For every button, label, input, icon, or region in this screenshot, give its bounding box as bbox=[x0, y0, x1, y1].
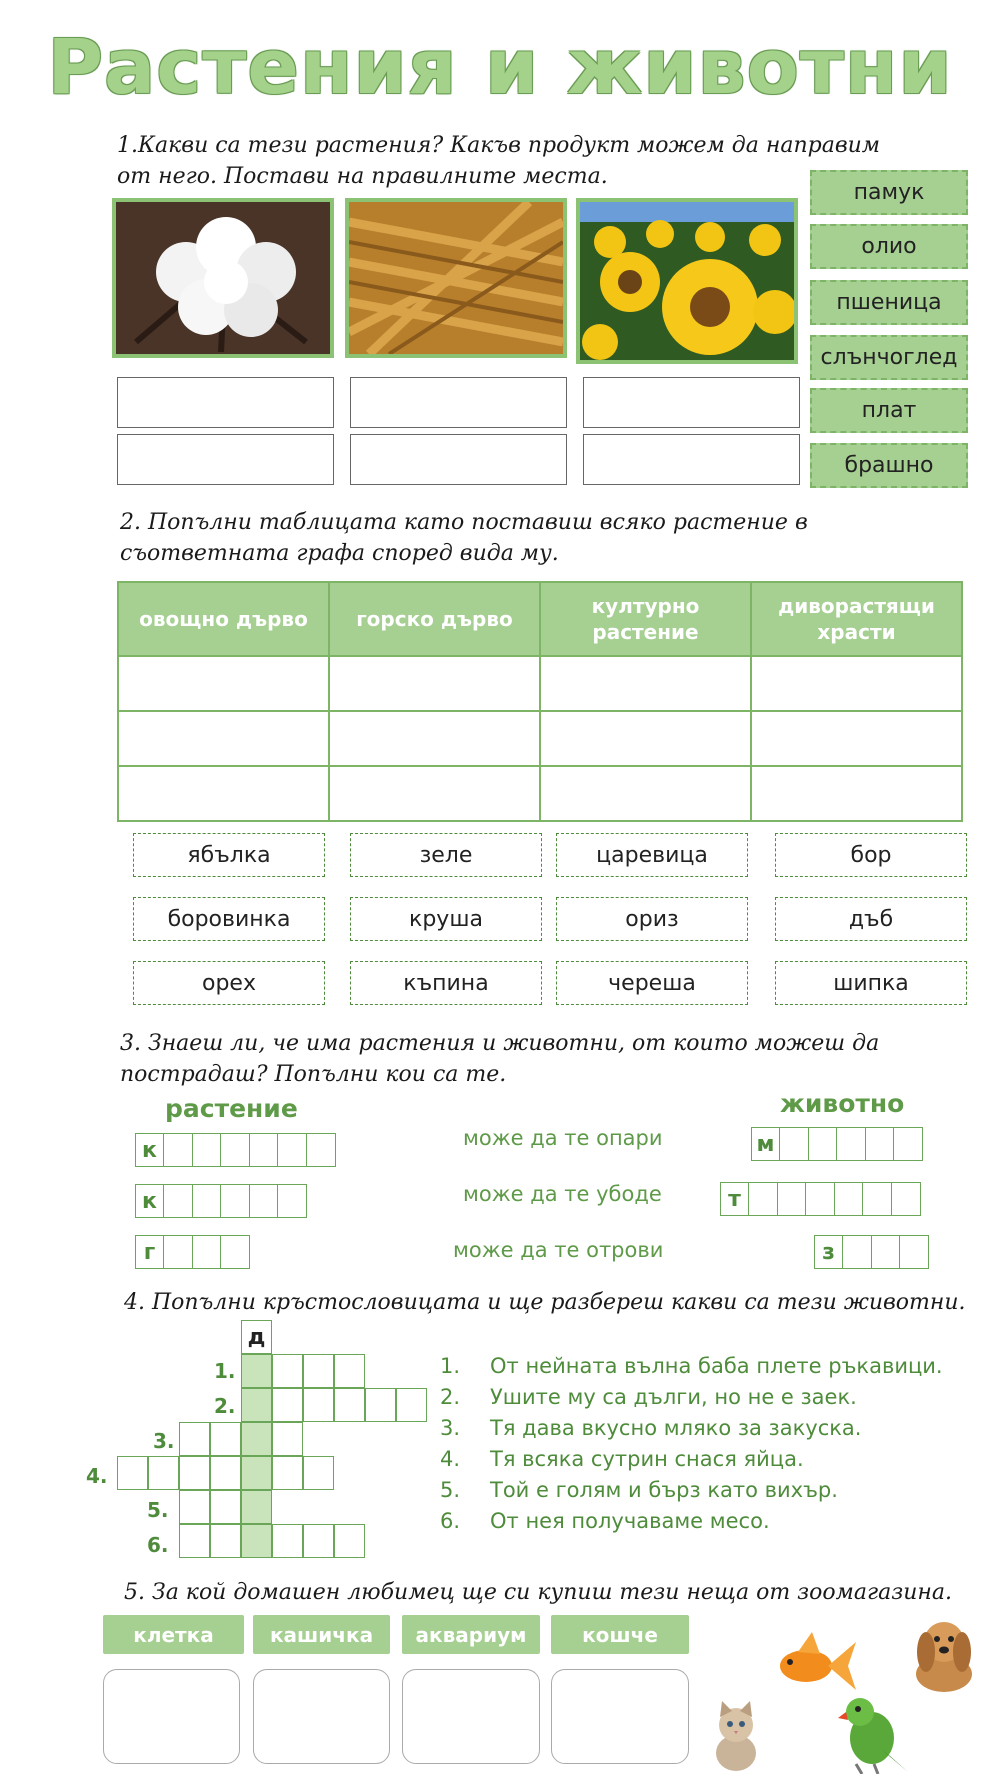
pet-item-card[interactable]: кошче bbox=[551, 1615, 689, 1654]
crossword-clue: Тя дава вкусно мляко за закуска. bbox=[490, 1416, 862, 1440]
crossword-clue: Ушите му са дълги, но не е заек. bbox=[490, 1385, 857, 1409]
crossword-cell[interactable] bbox=[334, 1388, 365, 1422]
letter-cell: к bbox=[135, 1184, 165, 1218]
answer-box[interactable] bbox=[103, 1669, 240, 1764]
letter-cell[interactable] bbox=[871, 1235, 901, 1269]
letter-cell[interactable] bbox=[220, 1184, 250, 1218]
letter-cell[interactable] bbox=[163, 1133, 193, 1167]
crossword-cell[interactable] bbox=[303, 1524, 334, 1558]
crossword-cell[interactable] bbox=[210, 1490, 241, 1524]
table-header: овощно дърво bbox=[118, 582, 329, 656]
crossword-cell[interactable] bbox=[241, 1456, 272, 1490]
plant-answer-2[interactable] bbox=[136, 1184, 307, 1218]
crossword-number: 3. bbox=[153, 1429, 175, 1453]
answer-box[interactable] bbox=[253, 1669, 390, 1764]
crossword-key-letter: д bbox=[241, 1320, 272, 1354]
answer-box-cotton-1[interactable] bbox=[117, 377, 334, 428]
animal-answer-1[interactable] bbox=[752, 1127, 923, 1161]
kitten-image[interactable] bbox=[708, 1697, 764, 1773]
table-cell[interactable] bbox=[329, 766, 540, 821]
crossword-cell[interactable] bbox=[272, 1422, 303, 1456]
word-card[interactable]: череша bbox=[556, 961, 748, 1005]
crossword-cell[interactable] bbox=[272, 1456, 303, 1490]
crossword-cell[interactable] bbox=[179, 1422, 210, 1456]
letter-cell: м bbox=[751, 1127, 781, 1161]
dog-image[interactable] bbox=[910, 1612, 978, 1696]
letter-cell[interactable] bbox=[192, 1133, 222, 1167]
letter-cell: з bbox=[814, 1235, 844, 1269]
word-card[interactable]: къпина bbox=[350, 961, 542, 1005]
crossword-cell[interactable] bbox=[179, 1456, 210, 1490]
crossword-cell[interactable] bbox=[272, 1524, 303, 1558]
crossword-cell[interactable] bbox=[179, 1490, 210, 1524]
word-card[interactable]: пшеница bbox=[810, 280, 968, 325]
letter-cell[interactable] bbox=[779, 1127, 809, 1161]
table-header: културно растение bbox=[540, 582, 751, 656]
word-card[interactable]: бор bbox=[775, 833, 967, 877]
letter-cell: т bbox=[720, 1182, 750, 1216]
q1-instructions: 1.Какви са тези растения? Какъв продукт можем да направим от него. Постави на правилните места. bbox=[117, 133, 881, 189]
answer-box-sunflower-1[interactable] bbox=[583, 377, 800, 428]
word-card[interactable]: плат bbox=[810, 388, 968, 433]
table-header: горско дърво bbox=[329, 582, 540, 656]
table-cell[interactable] bbox=[751, 656, 962, 711]
crossword-number: 1. bbox=[214, 1359, 236, 1383]
clue-text: може да те опари bbox=[463, 1126, 663, 1150]
letter-cell[interactable] bbox=[834, 1182, 864, 1216]
crossword-cell[interactable] bbox=[241, 1354, 272, 1388]
table-cell[interactable] bbox=[540, 766, 751, 821]
answer-box-sunflower-2[interactable] bbox=[583, 434, 800, 485]
crossword-cell[interactable] bbox=[210, 1422, 241, 1456]
word-card[interactable]: боровинка bbox=[133, 897, 325, 941]
letter-cell[interactable] bbox=[862, 1182, 892, 1216]
word-card[interactable]: зеле bbox=[350, 833, 542, 877]
table-cell[interactable] bbox=[329, 711, 540, 766]
table-cell[interactable] bbox=[540, 656, 751, 711]
word-card[interactable]: шипка bbox=[775, 961, 967, 1005]
answer-box-wheat-1[interactable] bbox=[350, 377, 567, 428]
letter-cell[interactable] bbox=[805, 1182, 835, 1216]
crossword-clue: От нейната вълна баба плете ръкавици. bbox=[490, 1354, 943, 1378]
letter-cell[interactable] bbox=[842, 1235, 872, 1269]
crossword-clue: Тя всяка сутрин снася яйца. bbox=[490, 1447, 804, 1471]
plant-answer-3[interactable] bbox=[136, 1235, 250, 1269]
table-cell[interactable] bbox=[118, 656, 329, 711]
crossword-cell[interactable] bbox=[334, 1354, 365, 1388]
letter-cell[interactable] bbox=[220, 1235, 250, 1269]
word-card[interactable]: слънчоглед bbox=[810, 335, 968, 380]
table-cell[interactable] bbox=[329, 656, 540, 711]
crossword-cell[interactable] bbox=[303, 1354, 334, 1388]
crossword-cell[interactable] bbox=[303, 1388, 334, 1422]
word-card[interactable]: брашно bbox=[810, 443, 968, 488]
table-header: диворастящи храсти bbox=[751, 582, 962, 656]
letter-cell[interactable] bbox=[192, 1235, 222, 1269]
clue-number: 4. bbox=[440, 1447, 461, 1471]
crossword-cell[interactable] bbox=[241, 1524, 272, 1558]
letter-cell[interactable] bbox=[893, 1127, 923, 1161]
plant-label: растение bbox=[165, 1094, 298, 1123]
parrot-image[interactable] bbox=[832, 1690, 910, 1774]
crossword-cell[interactable] bbox=[210, 1524, 241, 1558]
crossword-number: 4. bbox=[86, 1464, 108, 1488]
table-cell[interactable] bbox=[118, 766, 329, 821]
crossword-cell[interactable] bbox=[241, 1422, 272, 1456]
letter-cell[interactable] bbox=[163, 1184, 193, 1218]
animal-answer-3[interactable] bbox=[815, 1235, 929, 1269]
crossword-clue: Той е голям и бърз като вихър. bbox=[490, 1478, 838, 1502]
crossword-cell[interactable] bbox=[117, 1456, 148, 1490]
answer-box-cotton-2[interactable] bbox=[117, 434, 334, 485]
crossword-cell[interactable] bbox=[241, 1388, 272, 1422]
crossword-cell[interactable] bbox=[272, 1388, 303, 1422]
crossword-cell[interactable] bbox=[241, 1490, 272, 1524]
table-cell[interactable] bbox=[540, 711, 751, 766]
animal-label: животно bbox=[780, 1089, 905, 1118]
clue-text: може да те убоде bbox=[463, 1182, 662, 1206]
crossword-cell[interactable] bbox=[365, 1388, 396, 1422]
answer-box[interactable] bbox=[402, 1669, 540, 1764]
letter-cell[interactable] bbox=[808, 1127, 838, 1161]
letter-cell[interactable] bbox=[220, 1133, 250, 1167]
crossword-clue: От нея получаваме месо. bbox=[490, 1509, 770, 1533]
word-card[interactable]: царевица bbox=[556, 833, 748, 877]
table-cell[interactable] bbox=[751, 766, 962, 821]
crossword-cell[interactable] bbox=[334, 1524, 365, 1558]
word-card[interactable]: ябълка bbox=[133, 833, 325, 877]
letter-cell[interactable] bbox=[865, 1127, 895, 1161]
crossword-cell[interactable] bbox=[272, 1354, 303, 1388]
letter-cell[interactable] bbox=[249, 1184, 279, 1218]
letter-cell: к bbox=[135, 1133, 165, 1167]
word-card[interactable]: орех bbox=[133, 961, 325, 1005]
letter-cell[interactable] bbox=[163, 1235, 193, 1269]
clue-text: може да те отрови bbox=[453, 1238, 664, 1262]
page-title: Растения и животни bbox=[47, 22, 953, 111]
q5-instructions: 5. За кой домашен любимец ще си купиш тези неща от зоомагазина. bbox=[124, 1580, 953, 1605]
crossword-cell[interactable] bbox=[179, 1524, 210, 1558]
word-card[interactable]: дъб bbox=[775, 897, 967, 941]
crossword-number: 6. bbox=[147, 1533, 169, 1557]
letter-cell: г bbox=[135, 1235, 165, 1269]
clue-number: 6. bbox=[440, 1509, 461, 1533]
letter-cell[interactable] bbox=[777, 1182, 807, 1216]
letter-cell[interactable] bbox=[249, 1133, 279, 1167]
letter-cell[interactable] bbox=[748, 1182, 778, 1216]
crossword-number: 5. bbox=[147, 1498, 169, 1522]
crossword-cell[interactable] bbox=[303, 1456, 334, 1490]
q3-instructions: 3. Знаеш ли, че има растения и животни, от които можеш да пострадаш? Попълни кои са те. bbox=[120, 1031, 880, 1087]
goldfish-image[interactable] bbox=[768, 1628, 858, 1698]
animal-answer-2[interactable] bbox=[721, 1182, 921, 1216]
plant-answer-1[interactable] bbox=[136, 1133, 336, 1167]
clue-number: 3. bbox=[440, 1416, 461, 1440]
crossword-cell[interactable] bbox=[210, 1456, 241, 1490]
word-card[interactable]: круша bbox=[350, 897, 542, 941]
pet-item-card[interactable]: клетка bbox=[103, 1615, 244, 1654]
letter-cell[interactable] bbox=[277, 1184, 307, 1218]
crossword-cell[interactable] bbox=[396, 1388, 427, 1422]
word-card[interactable]: памук bbox=[810, 170, 968, 215]
letter-cell[interactable] bbox=[891, 1182, 921, 1216]
word-card[interactable]: олио bbox=[810, 224, 968, 269]
cotton-photo bbox=[112, 198, 334, 358]
table-cell[interactable] bbox=[118, 711, 329, 766]
clue-number: 5. bbox=[440, 1478, 461, 1502]
wheat-photo bbox=[345, 198, 567, 358]
answer-box[interactable] bbox=[551, 1669, 689, 1764]
classification-table bbox=[117, 581, 963, 822]
pet-item-card[interactable]: аквариум bbox=[402, 1615, 540, 1654]
answer-box-wheat-2[interactable] bbox=[350, 434, 567, 485]
q2-instructions: 2. Попълни таблицата като поставиш всяко растение в съответната графа според вида му. bbox=[120, 510, 808, 566]
crossword-cell[interactable] bbox=[148, 1456, 179, 1490]
letter-cell[interactable] bbox=[306, 1133, 336, 1167]
letter-cell[interactable] bbox=[836, 1127, 866, 1161]
letter-cell[interactable] bbox=[899, 1235, 929, 1269]
word-card[interactable]: ориз bbox=[556, 897, 748, 941]
letter-cell[interactable] bbox=[192, 1184, 222, 1218]
sunflower-photo bbox=[576, 198, 798, 364]
clue-number: 1. bbox=[440, 1354, 461, 1378]
q4-instructions: 4. Попълни кръстословицата и ще разбереш какви са тези животни. bbox=[124, 1290, 966, 1315]
pet-item-card[interactable]: кашичка bbox=[253, 1615, 390, 1654]
table-cell[interactable] bbox=[751, 711, 962, 766]
clue-number: 2. bbox=[440, 1385, 461, 1409]
letter-cell[interactable] bbox=[277, 1133, 307, 1167]
crossword-number: 2. bbox=[214, 1394, 236, 1418]
